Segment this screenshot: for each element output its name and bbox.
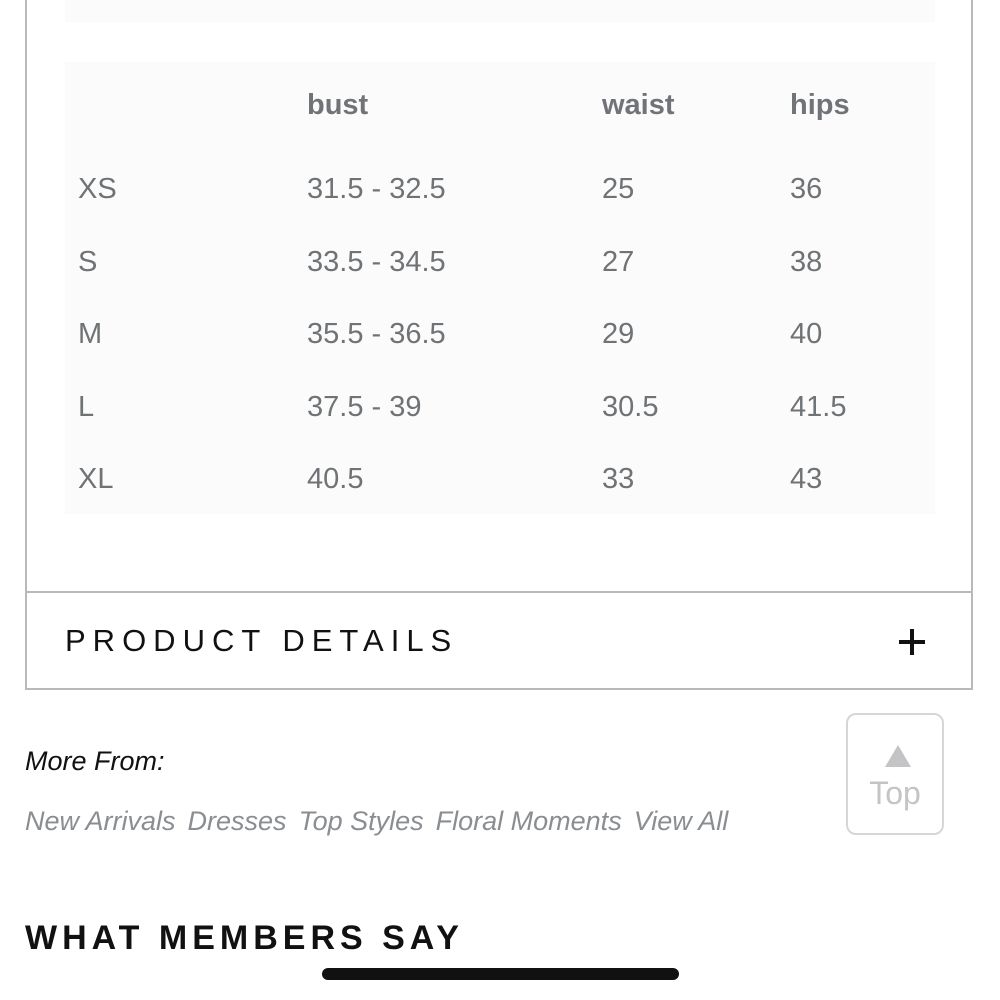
hips-value: 41.5 [790, 391, 847, 423]
product-details-title: PRODUCT DETAILS [65, 623, 459, 658]
up-arrow-icon [885, 745, 911, 767]
hips-value: 40 [790, 318, 823, 350]
bust-value: 37.5 - 39 [307, 391, 422, 423]
hips-value: 43 [790, 463, 823, 495]
bust-value: 40.5 [307, 463, 364, 495]
product-details-accordion[interactable] [27, 593, 971, 690]
size-label: XS [78, 173, 117, 205]
bust-value: 31.5 - 32.5 [307, 173, 446, 205]
waist-value: 27 [602, 246, 635, 278]
waist-value: 30.5 [602, 391, 659, 423]
home-indicator[interactable] [322, 968, 679, 980]
waist-value: 25 [602, 173, 635, 205]
more-from-links [25, 806, 740, 837]
link-floral-moments[interactable]: Floral Moments [435, 806, 622, 836]
back-to-top-label: Top [869, 775, 921, 811]
size-label: XL [78, 463, 114, 495]
hips-value: 38 [790, 246, 823, 278]
plus-icon[interactable] [899, 629, 925, 655]
link-top-styles[interactable]: Top Styles [298, 806, 424, 836]
bust-value: 35.5 - 36.5 [307, 318, 446, 350]
column-header-bust: bust [307, 89, 369, 121]
size-label: L [78, 391, 95, 423]
waist-value: 33 [602, 463, 635, 495]
link-new-arrivals[interactable]: New Arrivals [25, 806, 176, 836]
waist-value: 29 [602, 318, 635, 350]
size-label: M [78, 318, 103, 350]
column-header-hips: hips [790, 89, 850, 121]
reviews-section-title: WHAT MEMBERS SAY [25, 919, 464, 957]
hips-value: 36 [790, 173, 823, 205]
more-from-label: More From: [25, 746, 165, 776]
link-dresses[interactable]: Dresses [187, 806, 287, 836]
link-view-all[interactable]: View All [633, 806, 729, 836]
bust-value: 33.5 - 34.5 [307, 246, 446, 278]
size-chart-panel [65, 62, 935, 514]
back-to-top-button[interactable] [846, 713, 944, 835]
size-label: S [78, 246, 98, 278]
previous-section-strip [65, 0, 935, 22]
column-header-waist: waist [602, 89, 675, 121]
